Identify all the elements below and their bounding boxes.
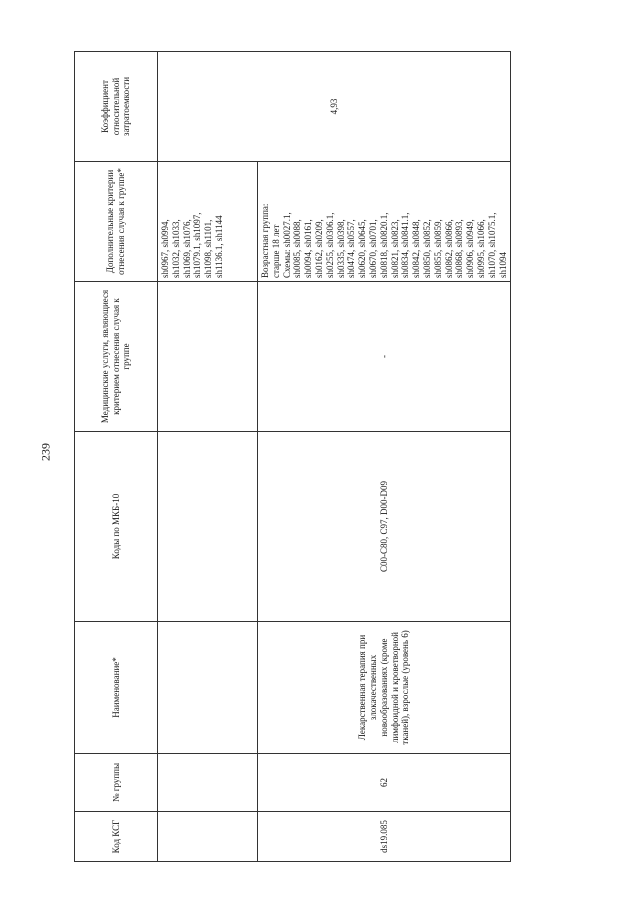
table-header-row	[75, 52, 158, 862]
cell-services: -	[258, 282, 511, 432]
criteria-line: sh0670, sh0701,	[367, 219, 378, 278]
cell-empty	[158, 812, 258, 862]
cell-criteria-continuation	[158, 162, 258, 282]
criteria-line: Возрастная группа:	[260, 203, 270, 278]
cell-empty	[158, 622, 258, 754]
criteria-line: sh1094	[497, 251, 508, 278]
table-row-continuation	[158, 52, 258, 862]
cell-group-name: Лекарственная терапия при злокачественных новообразованиях (кроме лимфоидной и кроветворной тканей), взрослые (уровень 6)	[258, 622, 511, 754]
header-criteria: Дополнительные критерии отнесения случая к группе*	[75, 162, 158, 282]
cell-coef-merged-top: 4,93	[158, 52, 511, 162]
criteria-line: sh1069, sh1076,	[181, 219, 192, 278]
criteria-line: sh1070, sh1075.1,	[486, 212, 497, 278]
criteria-line: sh1098, sh1101,	[203, 219, 214, 278]
header-name: Наименование*	[75, 622, 158, 754]
criteria-line: sh0821, sh0823,	[389, 219, 400, 278]
criteria-line: sh0906, sh0949,	[465, 219, 476, 278]
rotated-table-container	[74, 52, 508, 862]
header-services: Медицинские услуги, являющиеся критерием отнесения случая к группе	[75, 282, 158, 432]
cell-empty	[158, 282, 258, 432]
cell-empty	[158, 432, 258, 622]
page-number: 239	[38, 443, 53, 461]
criteria-line: sh0995, sh1066,	[475, 219, 486, 278]
cell-ksg-code: ds19.085	[258, 812, 511, 862]
header-group: № группы	[75, 754, 158, 812]
criteria-line: sh0335, sh0398,	[335, 219, 346, 278]
criteria-line: sh0474, sh0557,	[346, 219, 357, 278]
criteria-line: sh0094, sh0161,	[303, 219, 314, 278]
criteria-line: sh0818, sh0820.1,	[378, 212, 389, 278]
criteria-line: sh0620, sh0645,	[357, 219, 368, 278]
criteria-line: sh0967, sh0994,	[160, 219, 170, 278]
criteria-line: sh0855, sh0859,	[432, 219, 443, 278]
criteria-line: sh0862, sh0866,	[443, 219, 454, 278]
header-coef: Коэффициент относительной затратоемкости	[75, 52, 158, 162]
cell-empty	[158, 754, 258, 812]
cell-group-number: 62	[258, 754, 511, 812]
criteria-line: sh0868, sh0893,	[454, 219, 465, 278]
criteria-line: sh0085, sh0088,	[292, 219, 303, 278]
criteria-line: sh0842, sh0848,	[411, 219, 422, 278]
ksg-table	[74, 51, 511, 862]
criteria-line: sh0255, sh0306.1,	[324, 212, 335, 278]
cell-icd-codes: C00-C80, C97, D00-D09	[258, 432, 511, 622]
criteria-line: Схемы: sh0027.1,	[281, 212, 292, 278]
criteria-line: sh1136.1, sh1144	[213, 215, 224, 278]
table-row-main	[258, 52, 511, 862]
criteria-line: sh1079.1, sh1097,	[192, 212, 203, 278]
cell-criteria	[258, 162, 511, 282]
header-code: Код КСГ	[75, 812, 158, 862]
criteria-line: sh1032, sh1033,	[170, 219, 181, 278]
criteria-line: sh0850, sh0852,	[421, 219, 432, 278]
criteria-line: старше 18 лет	[270, 224, 281, 278]
criteria-line: sh0834, sh0841.1,	[400, 212, 411, 278]
criteria-line: sh0162, sh0209,	[313, 219, 324, 278]
header-icd: Коды по МКБ-10	[75, 432, 158, 622]
